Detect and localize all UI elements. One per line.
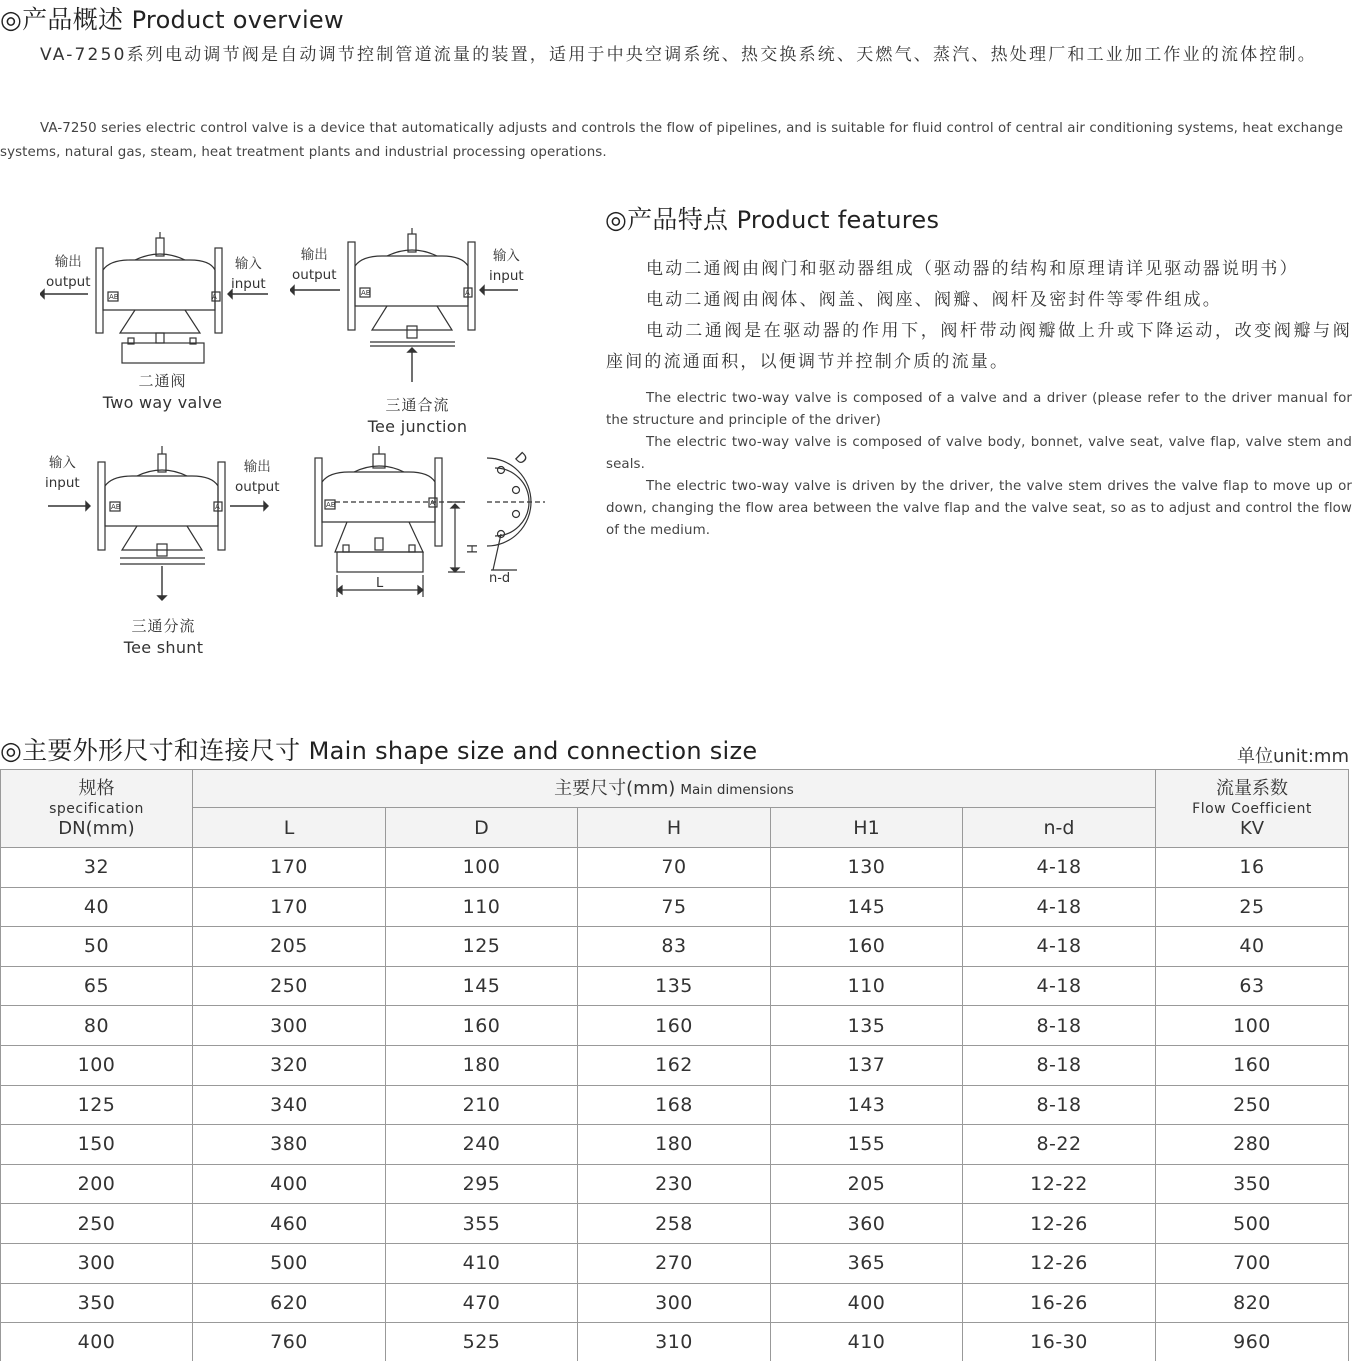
tee-shunt-left-label xyxy=(45,453,80,493)
two-way-right-label xyxy=(231,254,266,294)
two-way-left-zh: 输出 xyxy=(54,254,82,270)
cell-dn: 50 xyxy=(1,927,193,967)
cell-h1: 410 xyxy=(771,1323,963,1361)
cell-d: 160 xyxy=(386,1006,578,1046)
cell-n-d: 8-18 xyxy=(963,1006,1156,1046)
cell-h1: 365 xyxy=(771,1243,963,1283)
column-header-l: L xyxy=(193,808,386,848)
cell-dn: 65 xyxy=(1,966,193,1006)
cell-kv: 40 xyxy=(1156,927,1349,967)
cell-n-d: 12-26 xyxy=(963,1204,1156,1244)
cell-n-d: 8-22 xyxy=(963,1125,1156,1165)
column-header-h1: H1 xyxy=(771,808,963,848)
tee-junction-right-zh: 输入 xyxy=(492,248,520,264)
features-title-en: Product features xyxy=(736,206,940,234)
tee-shunt-caption-en: Tee shunt xyxy=(123,638,204,657)
tee-shunt-port-a: A xyxy=(215,503,220,511)
cell-h1: 400 xyxy=(771,1283,963,1323)
cell-h1: 205 xyxy=(771,1164,963,1204)
cell-l: 320 xyxy=(193,1045,386,1085)
overview-title-zh: ◎产品概述 xyxy=(0,5,124,34)
dimension-label-nd: n-d xyxy=(489,571,511,586)
cell-d: 110 xyxy=(386,887,578,927)
size-title xyxy=(0,731,758,767)
cell-kv: 700 xyxy=(1156,1243,1349,1283)
cell-dn: 200 xyxy=(1,1164,193,1204)
cell-h1: 155 xyxy=(771,1125,963,1165)
two-way-valve-diagram xyxy=(40,228,280,378)
cell-l: 250 xyxy=(193,966,386,1006)
cell-d: 525 xyxy=(386,1323,578,1361)
table-body xyxy=(1,848,1349,1361)
cell-d: 295 xyxy=(386,1164,578,1204)
cell-dn: 100 xyxy=(1,1045,193,1085)
tee-shunt-right-label xyxy=(235,457,280,497)
table-row xyxy=(1,887,1349,927)
header-spec-unit: DN(mm) xyxy=(58,817,135,839)
cell-dn: 400 xyxy=(1,1323,193,1361)
cell-n-d: 16-26 xyxy=(963,1283,1156,1323)
table-row xyxy=(1,966,1349,1006)
cell-dn: 125 xyxy=(1,1085,193,1125)
tee-shunt-left-en: input xyxy=(45,475,80,491)
cell-n-d: 8-18 xyxy=(963,1045,1156,1085)
header-flow-zh: 流量系数 xyxy=(1216,777,1288,799)
cell-h1: 160 xyxy=(771,927,963,967)
cell-n-d: 16-30 xyxy=(963,1323,1156,1361)
table-row xyxy=(1,1243,1349,1283)
column-header-d: D xyxy=(386,808,578,848)
tee-shunt-right-en: output xyxy=(235,479,280,495)
dimension-label-h: H xyxy=(463,544,478,554)
cell-d: 180 xyxy=(386,1045,578,1085)
cell-dn: 150 xyxy=(1,1125,193,1165)
features-zh-2: 电动二通阀由阀体、阀盖、阀座、阀瓣、阀杆及密封件等零件组成。 xyxy=(646,290,1222,310)
cell-h1: 130 xyxy=(771,848,963,888)
cell-h1: 137 xyxy=(771,1045,963,1085)
cell-h: 162 xyxy=(578,1045,771,1085)
header-flow-coefficient xyxy=(1156,770,1349,848)
cell-l: 460 xyxy=(193,1204,386,1244)
size-title-zh: ◎主要外形尺寸和连接尺寸 xyxy=(0,736,301,765)
tee-junction-caption-zh: 三通合流 xyxy=(385,396,450,414)
cell-h: 270 xyxy=(578,1243,771,1283)
dimension-port-a: A xyxy=(430,499,435,507)
cell-kv: 500 xyxy=(1156,1204,1349,1244)
cell-kv: 960 xyxy=(1156,1323,1349,1361)
dimension-label-l: L xyxy=(376,576,384,591)
cell-l: 500 xyxy=(193,1243,386,1283)
cell-dn: 40 xyxy=(1,887,193,927)
two-way-right-en: input xyxy=(231,276,266,292)
header-flow-unit: KV xyxy=(1239,817,1265,839)
features-en-2: The electric two-way valve is composed of valve body, bonnet, valve seat, valve flap, valve stem and seals. xyxy=(606,435,1352,472)
cell-kv: 25 xyxy=(1156,887,1349,927)
table-row xyxy=(1,1006,1349,1046)
cell-h: 160 xyxy=(578,1006,771,1046)
table-row xyxy=(1,1283,1349,1323)
two-way-caption xyxy=(100,370,225,414)
cell-h: 300 xyxy=(578,1283,771,1323)
cell-h1: 143 xyxy=(771,1085,963,1125)
cell-h: 75 xyxy=(578,887,771,927)
unit-label: 单位unit:mm xyxy=(1236,746,1349,767)
tee-shunt-left-zh: 输入 xyxy=(48,455,76,471)
tee-shunt-port-ab: AB xyxy=(111,503,121,511)
cell-kv: 160 xyxy=(1156,1045,1349,1085)
column-header-row xyxy=(1,808,1349,848)
overview-text-en: VA-7250 series electric control valve is a device that automatically adjusts and controls the flow of pipelines, and is suitable for fluid control of central air conditioning systems, heat exchange systems, natural gas, steam, heat treatment plants and industrial processing operations. xyxy=(0,121,1344,160)
cell-h: 70 xyxy=(578,848,771,888)
cell-d: 210 xyxy=(386,1085,578,1125)
table-row xyxy=(1,848,1349,888)
cell-kv: 350 xyxy=(1156,1164,1349,1204)
cell-n-d: 12-26 xyxy=(963,1243,1156,1283)
cell-l: 760 xyxy=(193,1323,386,1361)
cell-d: 100 xyxy=(386,848,578,888)
header-main-zh: 主要尺寸(mm) xyxy=(554,777,676,799)
column-header-h: H xyxy=(578,808,771,848)
two-way-caption-en: Two way valve xyxy=(102,393,223,412)
cell-n-d: 4-18 xyxy=(963,927,1156,967)
cell-h1: 145 xyxy=(771,887,963,927)
cell-h: 230 xyxy=(578,1164,771,1204)
tee-junction-caption xyxy=(355,394,480,438)
overview-title xyxy=(0,0,344,36)
cell-d: 470 xyxy=(386,1283,578,1323)
tee-shunt-right-zh: 输出 xyxy=(243,459,271,475)
overview-text-zh: VA-7250系列电动调节阀是自动调节控制管道流量的装置，适用于中央空调系统、热交换系统、天燃气、蒸汽、热处理厂和工业加工作业的流体控制。 xyxy=(40,45,1317,65)
tee-shunt-caption xyxy=(101,615,226,659)
tee-shunt-caption-zh: 三通分流 xyxy=(131,617,196,635)
cell-l: 300 xyxy=(193,1006,386,1046)
cell-n-d: 12-22 xyxy=(963,1164,1156,1204)
header-main-dimensions xyxy=(193,770,1156,808)
table-row xyxy=(1,1323,1349,1361)
table-row xyxy=(1,1204,1349,1244)
cell-dn: 300 xyxy=(1,1243,193,1283)
tee-junction-left-label xyxy=(292,245,337,285)
features-zh-1: 电动二通阀由阀门和驱动器组成（驱动器的结构和原理请详见驱动器说明书） xyxy=(646,259,1299,279)
tee-junction-right-en: input xyxy=(489,268,524,284)
cell-h: 258 xyxy=(578,1204,771,1244)
header-flow-en: Flow Coefficient xyxy=(1192,800,1312,817)
two-way-port-a: A xyxy=(212,293,217,301)
cell-kv: 280 xyxy=(1156,1125,1349,1165)
cell-h: 83 xyxy=(578,927,771,967)
cell-l: 400 xyxy=(193,1164,386,1204)
tee-junction-port-ab: AB xyxy=(361,289,371,297)
dimension-port-ab: AB xyxy=(326,501,336,509)
dimension-label-d: D xyxy=(511,449,531,469)
cell-h1: 360 xyxy=(771,1204,963,1244)
table-row xyxy=(1,1125,1349,1165)
header-spec-en: specification xyxy=(49,800,144,817)
cell-dn: 80 xyxy=(1,1006,193,1046)
cell-kv: 820 xyxy=(1156,1283,1349,1323)
two-way-port-ab: AB xyxy=(109,293,119,301)
features-en-1: The electric two-way valve is composed of a valve and a driver (please refer to the driver manual for the structure and principle of the driver) xyxy=(606,391,1352,428)
cell-l: 380 xyxy=(193,1125,386,1165)
cell-l: 340 xyxy=(193,1085,386,1125)
cell-d: 125 xyxy=(386,927,578,967)
cell-kv: 63 xyxy=(1156,966,1349,1006)
table-row xyxy=(1,1045,1349,1085)
cell-h: 180 xyxy=(578,1125,771,1165)
size-title-en: Main shape size and connection size xyxy=(308,737,758,765)
cell-dn: 250 xyxy=(1,1204,193,1244)
cell-l: 170 xyxy=(193,887,386,927)
cell-d: 240 xyxy=(386,1125,578,1165)
tee-junction-left-en: output xyxy=(292,267,337,283)
two-way-caption-zh: 二通阀 xyxy=(138,372,187,390)
cell-h1: 135 xyxy=(771,1006,963,1046)
two-way-right-zh: 输入 xyxy=(234,256,262,272)
column-header-n-d: n-d xyxy=(963,808,1156,848)
tee-junction-port-a: A xyxy=(465,289,470,297)
table-row xyxy=(1,1164,1349,1204)
dimension-diagram xyxy=(305,440,555,610)
table-row xyxy=(1,927,1349,967)
tee-junction-caption-en: Tee junction xyxy=(367,417,468,436)
table-row xyxy=(1,1085,1349,1125)
tee-junction-left-zh: 输出 xyxy=(300,247,328,263)
overview-title-en: Product overview xyxy=(131,6,344,34)
cell-n-d: 4-18 xyxy=(963,848,1156,888)
cell-h: 168 xyxy=(578,1085,771,1125)
dimension-table xyxy=(0,769,1349,1361)
cell-l: 620 xyxy=(193,1283,386,1323)
features-en-3: The electric two-way valve is driven by the driver, the valve stem drives the valve flap to move up or down, changing the flow area between the valve flap and the valve seat, so as to adjust and control the flow of the medium. xyxy=(606,479,1352,538)
two-way-left-label xyxy=(46,252,91,292)
cell-dn: 350 xyxy=(1,1283,193,1323)
cell-d: 355 xyxy=(386,1204,578,1244)
features-zh-3: 电动二通阀是在驱动器的作用下，阀杆带动阀瓣做上升或下降运动，改变阀瓣与阀座间的流通面积，以便调节并控制介质的流量。 xyxy=(606,321,1352,372)
cell-n-d: 8-18 xyxy=(963,1085,1156,1125)
features-title-zh: ◎产品特点 xyxy=(605,205,729,234)
features-body xyxy=(606,254,1352,542)
cell-kv: 250 xyxy=(1156,1085,1349,1125)
header-spec-zh: 规格 xyxy=(78,777,115,799)
tee-junction-right-label xyxy=(489,246,524,286)
cell-kv: 100 xyxy=(1156,1006,1349,1046)
cell-n-d: 4-18 xyxy=(963,966,1156,1006)
cell-h: 310 xyxy=(578,1323,771,1361)
cell-l: 170 xyxy=(193,848,386,888)
features-title xyxy=(605,200,939,236)
header-main-en: Main dimensions xyxy=(680,781,794,798)
cell-d: 145 xyxy=(386,966,578,1006)
cell-n-d: 4-18 xyxy=(963,887,1156,927)
two-way-left-en: output xyxy=(46,274,91,290)
cell-kv: 16 xyxy=(1156,848,1349,888)
header-specification xyxy=(1,770,193,848)
cell-dn: 32 xyxy=(1,848,193,888)
cell-l: 205 xyxy=(193,927,386,967)
cell-h: 135 xyxy=(578,966,771,1006)
cell-d: 410 xyxy=(386,1243,578,1283)
cell-h1: 110 xyxy=(771,966,963,1006)
